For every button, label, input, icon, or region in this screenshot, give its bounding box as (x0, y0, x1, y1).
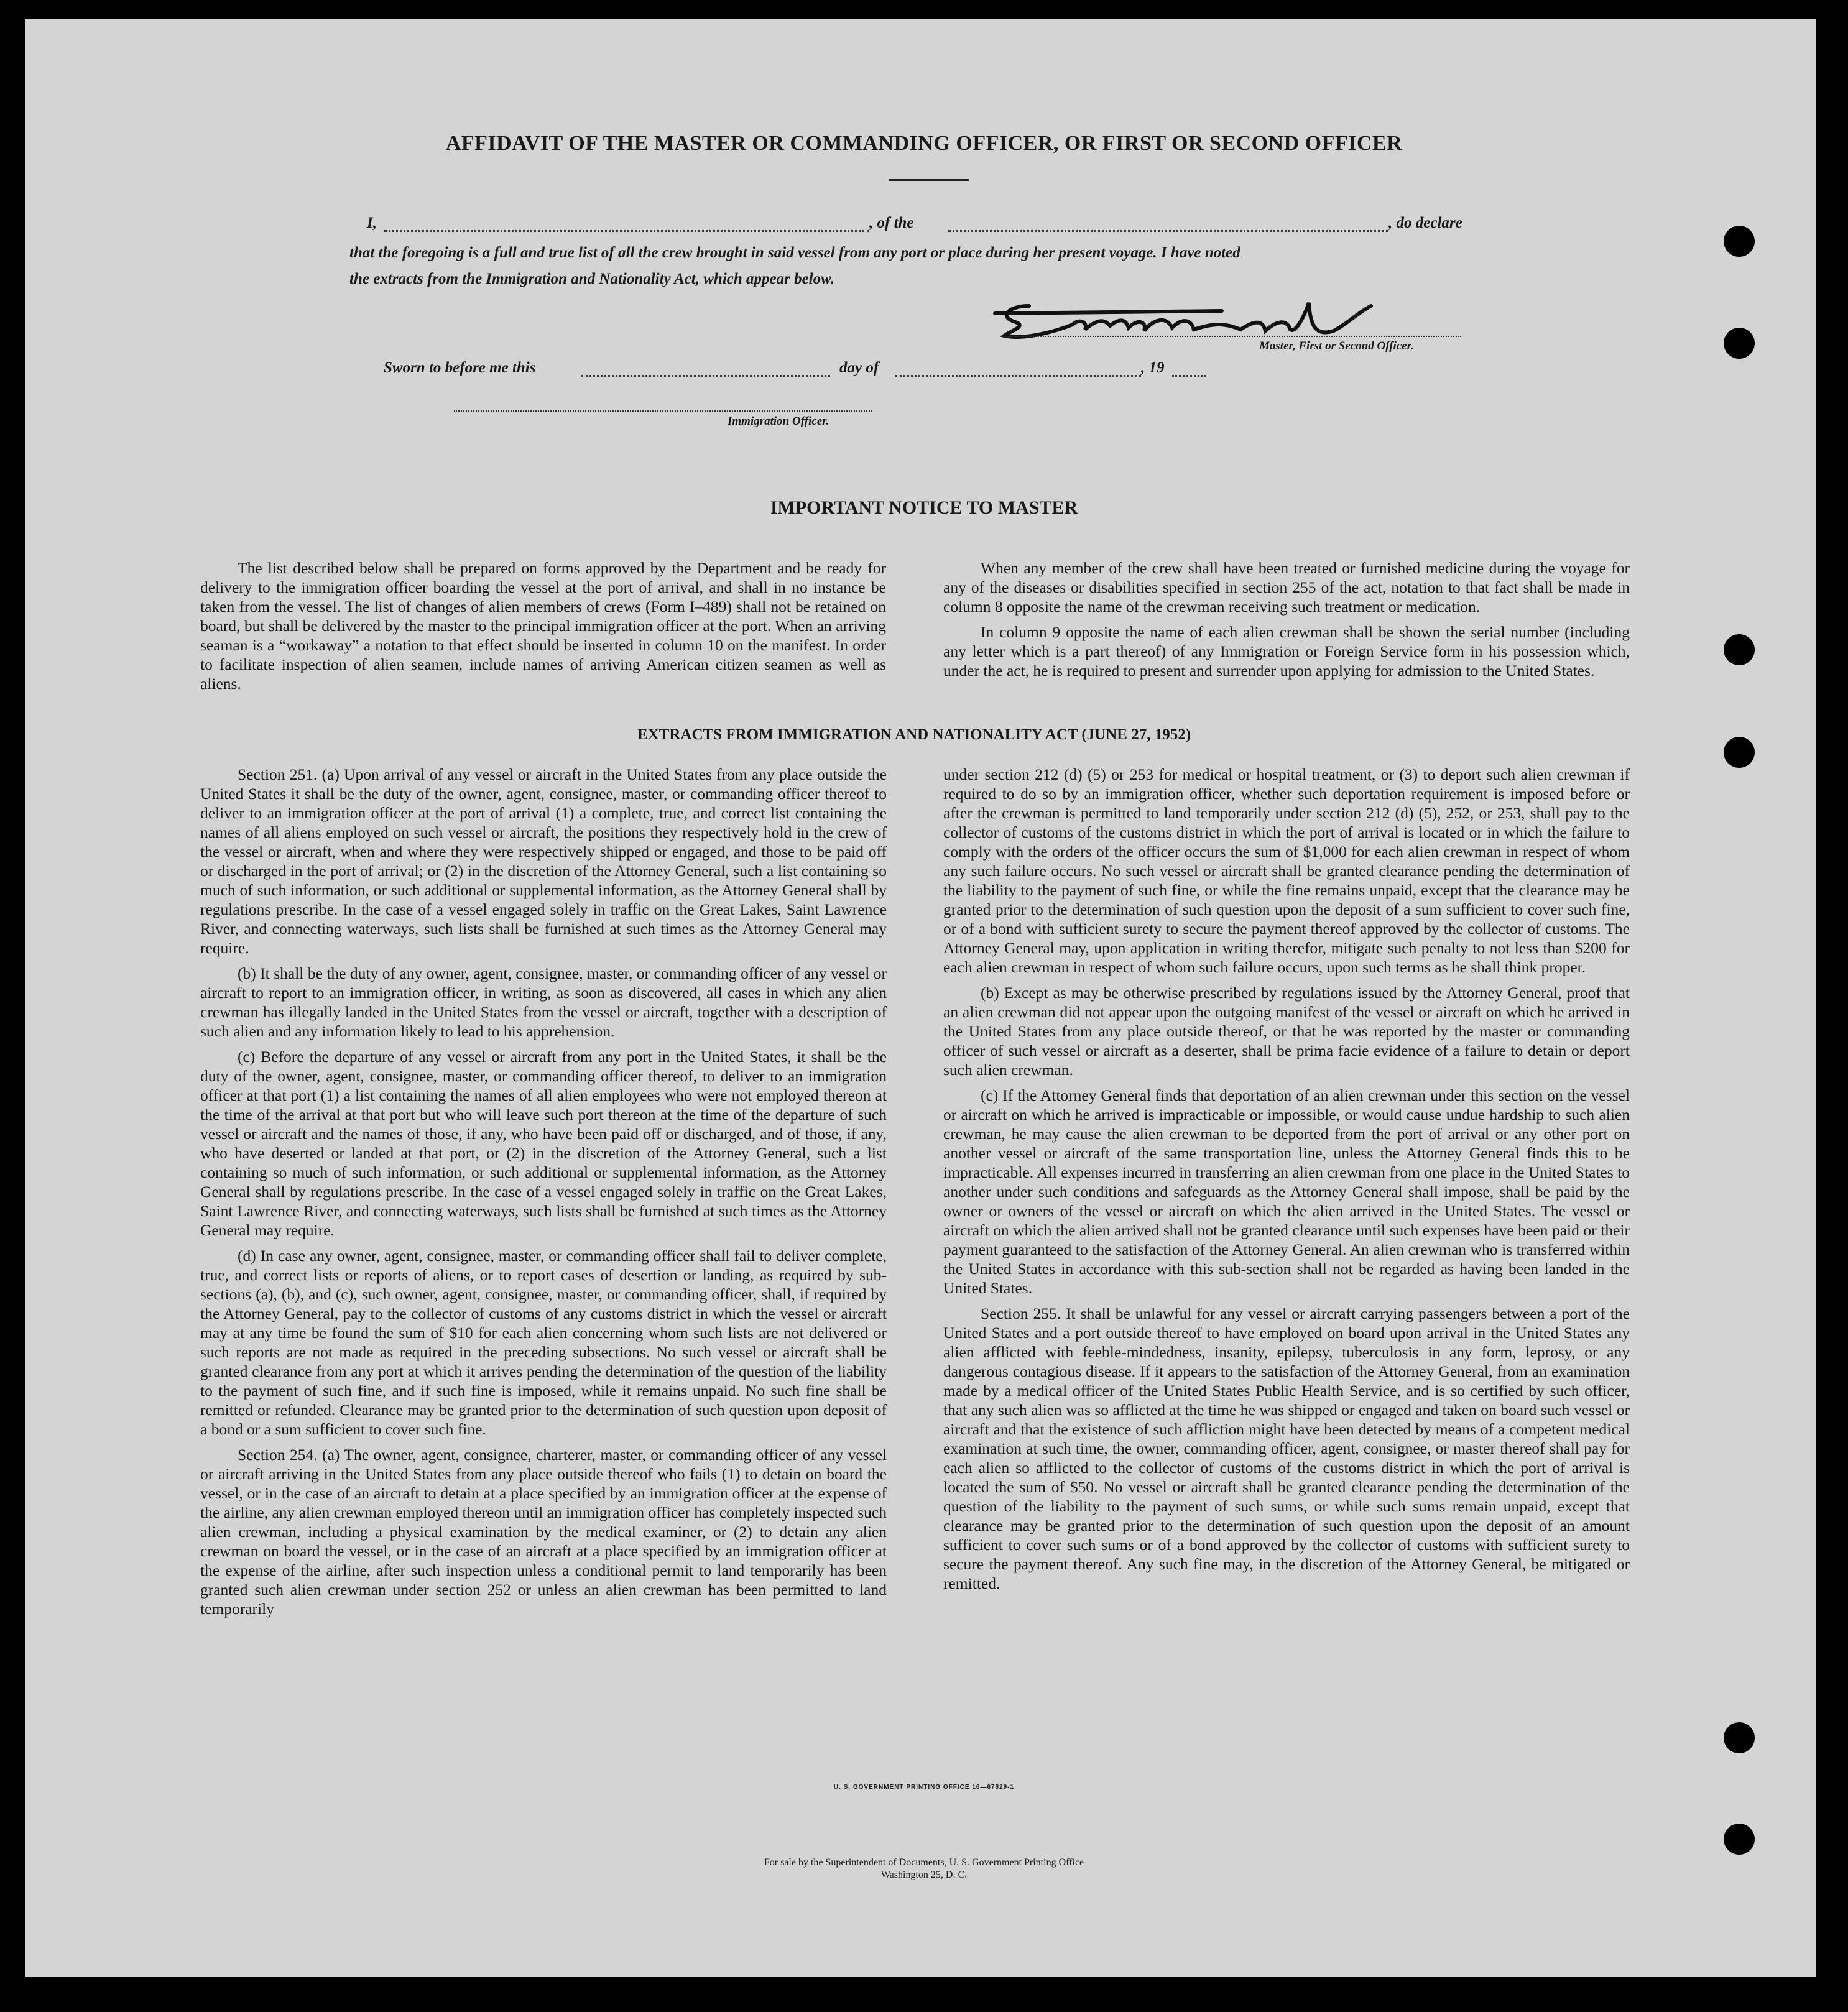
extract-paragraph: Section 254. (a) The owner, agent, consignee, charterer, master, or commanding officer of any vessel or aircraft arriving in the United States from any place outside thereof who fails (1) to detain on board the vessel, or in the case of an aircraft to detain at a place specified by an immigration officer at the expense of the airline, any alien crewman employed thereon until an immigration officer has completely inspected such alien crewman, including a physical examination by the medical examiner, or (2) to detain any alien crewman on board the vessel, or in the case of an aircraft at a place specified by an immigration officer at the expense of the airline, after such inspection unless a conditional permit to land temporarily has been granted such alien crewman under section 252 or unless an alien crewman has been permitted to land temporarily (200, 1446, 887, 1618)
notice-paragraph: When any member of the crew shall have been treated or furnished medicine during the voyage for any of the diseases or disabilities specified in section 255 of the act, notation to that fact shall be made in column 8 opposite the name of the crewman receiving such treatment or medication. (943, 559, 1630, 616)
sworn-day-field-line[interactable] (581, 375, 830, 377)
affidavit-i-label: I, (367, 215, 377, 231)
master-caption: Master, First or Second Officer. (1259, 339, 1414, 353)
vessel-field-line[interactable] (948, 230, 1388, 232)
binder-hole (1724, 1824, 1755, 1855)
sale-notice-line: For sale by the Superintendent of Documents, U. S. Government Printing Office (764, 1857, 1084, 1868)
extract-paragraph: (b) It shall be the duty of any owner, agent, consignee, master, or commanding officer of any vessel or aircraft to report to an immigration officer, in writing, as soon as discovered, all cases in which any alien crewman has illegally landed in the United States from the vessel or aircraft, together with a description of such alien and any information likely to lead to his apprehension. (200, 964, 887, 1040)
extracts-right-column (943, 765, 1630, 1599)
notice-title: IMPORTANT NOTICE TO MASTER (770, 497, 1078, 518)
year-prefix-label: , 19 (1141, 359, 1165, 376)
day-of-label: day of (839, 359, 879, 376)
master-signature-line[interactable] (1001, 336, 1461, 337)
printing-office-imprint: U. S. GOVERNMENT PRINTING OFFICE 16—67829-1 (833, 1784, 1015, 1791)
binder-hole (1724, 328, 1755, 359)
binder-hole (1724, 634, 1755, 665)
binder-hole (1724, 1722, 1755, 1753)
affidavit-statement-line: the extracts from the Immigration and Nationality Act, which appear below. (349, 270, 835, 287)
sale-notice (0, 1857, 1848, 1881)
notice-paragraph: In column 9 opposite the name of each alien crewman shall be shown the serial number (including any letter which is a part thereof) of any Immigration or Foreign Service form in his possession which, under the act, he is required to present and surrender upon applying for admission to the United States. (943, 623, 1630, 680)
extract-paragraph: Section 251. (a) Upon arrival of any vessel or aircraft in the United States from any place outside the United States it shall be the duty of the owner, agent, consignee, master, or commanding officer thereof to deliver to an immigration officer at the port of arrival (1) a complete, true, and correct list containing the names of all aliens employed on such vessel or aircraft, the positions they respectively hold in the crew of the vessel or aircraft, when and where they were respectively shipped or engaged, and those to be paid off or discharged in the port of arrival; or (2) in the discretion of the Attorney General, such a list containing so much of such information, or such additional or supplemental information, as the Attorney General shall by regulations prescribe. In the case of a vessel engaged solely in traffic on the Great Lakes, Saint Lawrence River, and connecting waterways, such lists shall be furnished at such times as the Attorney General may require. (200, 765, 887, 957)
binder-hole (1724, 737, 1755, 768)
extract-paragraph: Section 255. It shall be unlawful for any vessel or aircraft carrying passengers between a port of the United States and a port outside thereof to have employed on board upon arrival in the United States any alien afflicted with feeble-mindedness, insanity, epilepsy, tuberculosis in any form, leprosy, or any dangerous contagious disease. If it appears to the satisfaction of the Attorney General, from an examination made by a medical officer of the United States Public Health Service, and is so certified by such officer, that any such alien was so afflicted at the time he was shipped or engaged and taken on board such vessel or aircraft and that the existence of such affliction might have been detected by means of a competent medical examination at such time, the owner, commanding officer, agent, consignee, or master thereof shall pay for each alien so afflicted to the collector of customs of the customs district in which the port of arrival is located the sum of $50. No vessel or aircraft shall be granted clearance pending the determination of the question of the liability to the payment of such sums, or while such sums remain unpaid, except that clearance may be granted prior to the determination of such question upon the deposit of an amount sufficient to cover such sums or of a bond approved by the collector of customs with sufficient surety to secure the payment thereof. Any such fine may, in the discretion of the Attorney General, be mitigated or remitted. (943, 1304, 1630, 1592)
notice-left-column (200, 558, 886, 699)
extracts-left-column (200, 765, 887, 1625)
extract-paragraph: (c) If the Attorney General finds that deportation of an alien crewman under this section on the vessel or aircraft on which he arrived is impracticable or impossible, or would cause undue hardship to such alien crewman, he may cause the alien crewman to be deported from the port of arrival or any other port on another vessel or aircraft of the same transportation line, unless the Attorney General finds this to be impracticable. All expenses incurred in transferring an alien crewman from one place in the United States to another under such conditions and safeguards as the Attorney General shall impose, shall be paid by the owner or owners of the vessel or aircraft on which the alien arrived in the United States. The vessel or aircraft on which the alien arrived shall not be granted clearance until such expenses have been paid or their payment guaranteed to the satisfaction of the Attorney General. An alien crewman who is transferred within the United States in accordance with this sub-section shall not be regarded as having been landed in the United States. (943, 1086, 1630, 1297)
sworn-label: Sworn to before me this (384, 359, 536, 376)
affidavit-statement-line: that the foregoing is a full and true list of all the crew brought in said vessel from any port or place during her present voyage. I have noted (349, 244, 1240, 261)
of-the-label: , of the (869, 215, 914, 231)
officer-signature-line[interactable] (454, 410, 872, 412)
extract-paragraph: (b) Except as may be otherwise prescribed by regulations issued by the Attorney General, proof that an alien crewman did not appear upon the outgoing manifest of the vessel or aircraft on which he arrived in the United States from any place outside thereof, or that he was reported by the master or commanding officer of such vessel or aircraft as a deserter, shall be prima facie evidence of a failure to detain or deport such alien crewman. (943, 984, 1630, 1079)
notice-right-column (943, 558, 1630, 686)
affidavit-title: AFFIDAVIT OF THE MASTER OR COMMANDING OFFICER, OR FIRST OR SECOND OFFICER (445, 132, 1403, 155)
name-field-line[interactable] (384, 230, 869, 232)
master-signature (986, 287, 1495, 346)
do-declare-label: , do declare (1388, 215, 1462, 231)
binder-hole (1724, 226, 1755, 257)
sale-notice-line: Washington 25, D. C. (880, 1870, 968, 1880)
year-field-line[interactable] (1172, 375, 1206, 377)
extract-paragraph: (c) Before the departure of any vessel or aircraft from any port in the United States, it shall be the duty of the owner, agent, consignee, master, or commanding officer thereof, to deliver to an immigration officer at that port (1) a list containing the names of all alien employees who were not employed thereon at the time of the arrival at that port but who will leave such port thereon at the time of the departure of such vessel or aircraft and the names of those, if any, who have been paid off or discharged, and of those, if any, who have deserted or landed at that port, or (2) in the discretion of the Attorney General, such a list containing so much of such information, or such additional or supplemental information, as the Attorney General shall by regulations prescribe. In the case of a vessel engaged solely in traffic on the Great Lakes, Saint Lawrence River, and connecting waterways, such lists shall be furnished at such times as the Attorney General may require. (200, 1048, 887, 1239)
extracts-title: EXTRACTS FROM IMMIGRATION AND NATIONALITY ACT (JUNE 27, 1952) (637, 726, 1191, 743)
title-rule (889, 179, 969, 181)
officer-caption: Immigration Officer. (728, 415, 829, 428)
month-field-line[interactable] (895, 375, 1141, 377)
notice-paragraph: The list described below shall be prepared on forms approved by the Department and be ready for delivery to the immigration officer boarding the vessel at the port of arrival, and shall in no instance be taken from the vessel. The list of changes of alien members of crews (Form I–489) shall not be retained on board, but shall be delivered by the master to the principal immigration officer at the port. When an arriving seaman is a “workaway” a notation to that effect should be inserted in column 10 on the manifest. In order to facilitate inspection of alien seamen, include names of arriving American citizen seamen as well as aliens. (200, 559, 886, 693)
extract-paragraph: under section 212 (d) (5) or 253 for medical or hospital treatment, or (3) to deport such alien crewman if required to do so by an immigration officer, whether such deportation requirement is imposed before or after the crewman is permitted to land temporarily under section 212 (d) (5), 252, or 253, shall pay to the collector of customs of the customs district in which the port of arrival is located or in which the failure to comply with the orders of the officer occurs the sum of $1,000 for each alien crewman in respect of whom any such failure occurs. No such vessel or aircraft shall be granted clearance pending the determination of the liability to the payment of such fine, or while the fine remains unpaid, except that the clearance may be granted prior to the determination of such question upon the deposit of a sum sufficient to cover such fine, or of a bond with sufficient surety to secure the payment thereof approved by the collector of customs. The Attorney General may, upon application in writing therefor, mitigate such penalty to not less than $200 for each alien crewman in respect of whom such failure occurs, upon such terms as he shall think proper. (943, 765, 1630, 976)
extract-paragraph: (d) In case any owner, agent, consignee, master, or commanding officer shall fail to deliver complete, true, and correct lists or reports of aliens, or to report cases of desertion or landing, as required by sub-sections (a), (b), and (c), such owner, agent, consignee, master, or commanding officer, shall, if required by the Attorney General, pay to the collector of customs of any customs district in which the vessel or aircraft may at any time be found the sum of $10 for each alien concerning whom such lists are not delivered or such reports are not made as required in the preceding subsections. No such vessel or aircraft shall be granted clearance from any port at which it arrives pending the determination of the question of the liability to the payment of such fine, and if such fine is imposed, while it remains unpaid. No such fine shall be remitted or refunded. Clearance may be granted prior to the determination of such question upon deposit of a bond or a sum sufficient to cover such fine. (200, 1247, 887, 1438)
